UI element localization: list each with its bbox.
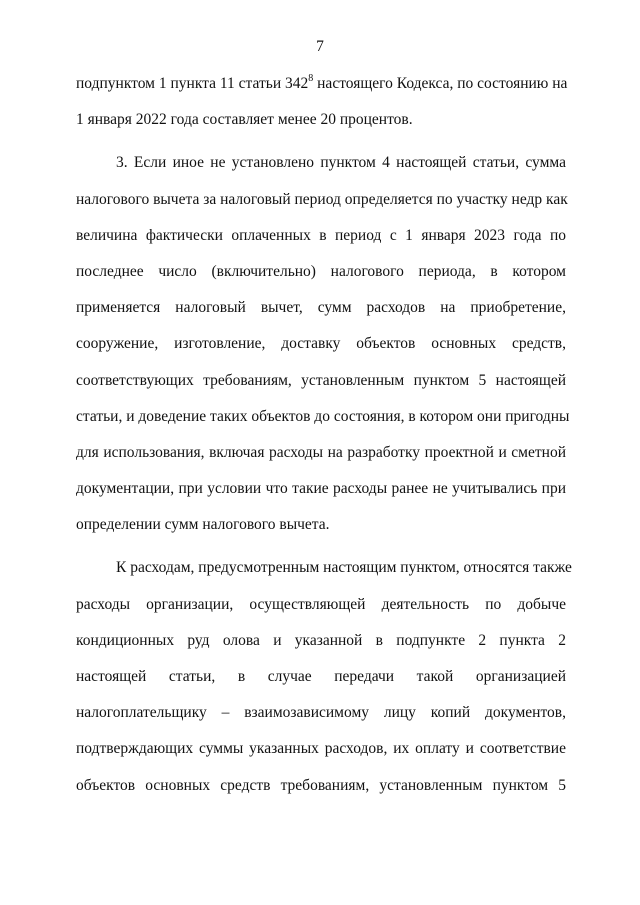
superscript: 8: [308, 72, 314, 84]
text-line: 3. Если иное не установлено пунктом 4 настоящей статьи, сумма: [116, 154, 566, 172]
text-segment: настоящего Кодекса, по состоянию на: [313, 75, 568, 92]
text-line: объектов основных средств требованиям, установленным пунктом 5: [76, 776, 566, 794]
text-line: документации, при условии что такие расходы ранее не учитывались при: [76, 480, 566, 498]
text-line: [76, 74, 566, 110]
text-segment: подпунктом 1 пункта 11 статьи 342: [76, 75, 309, 92]
text-line: соответствующих требованиям, установленным пунктом 5 настоящей: [76, 371, 566, 389]
body-text: [76, 72, 572, 812]
text-line: применяется налоговый вычет, сумм расходов на приобретение,: [76, 299, 566, 317]
page-number: 7: [316, 38, 324, 55]
text-line: определении сумм налогового вычета.: [76, 516, 330, 534]
text-line: подтверждающих суммы указанных расходов, их оплату и соответствие: [76, 740, 566, 758]
text-line: статьи, и доведение таких объектов до состояния, в котором они пригодны: [76, 407, 570, 425]
paragraph-gap: [76, 551, 566, 558]
text-line: последнее число (включительно) налогового периода, в котором: [76, 262, 566, 280]
text-line: для использования, включая расходы на разработку проектной и сметной: [76, 443, 566, 461]
text-line: К расходам, предусмотренным настоящим пунктом, относятся также: [116, 559, 572, 577]
text-line: величина фактически оплаченных в период с 1 января 2023 года по: [76, 226, 566, 244]
text-line: налогоплательщику – взаимозависимому лицу копий документов,: [76, 704, 566, 722]
text-line: налогового вычета за налоговый период определяется по участку недр как: [76, 190, 568, 208]
paragraph-3: [76, 558, 572, 811]
text-line: настоящей статьи, в случае передачи такой организацией: [76, 668, 566, 685]
paragraph-1: [76, 74, 566, 146]
text-line: расходы организации, осуществляющей деятельность по добыче: [76, 595, 566, 613]
text-line: кондиционных руд олова и указанной в подпункте 2 пункта 2: [76, 631, 566, 649]
paragraph-2: [76, 153, 570, 551]
paragraph-gap: [76, 146, 566, 153]
text-line: 1 января 2022 года составляет менее 20 процентов.: [76, 111, 413, 129]
text-line: сооружение, изготовление, доставку объектов основных средств,: [76, 335, 566, 353]
